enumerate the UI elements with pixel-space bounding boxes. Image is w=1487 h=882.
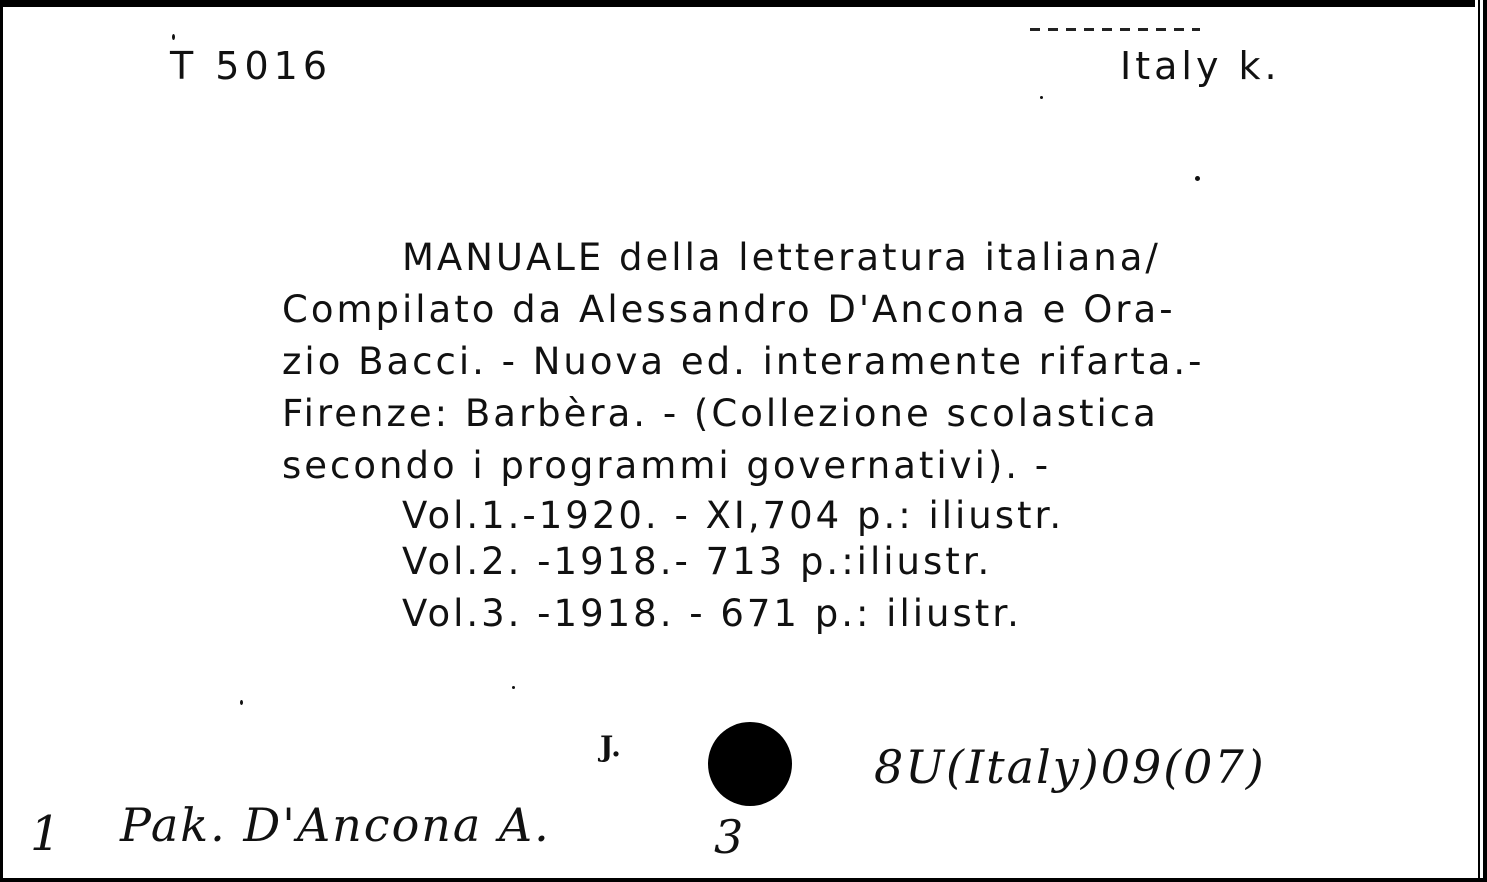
call-number: T 5016 <box>170 44 332 88</box>
pencil-dash-mark <box>1030 28 1200 31</box>
body-line-volume-1: Vol.1.-1920. - XI,704 p.: iliustr. <box>402 494 1065 537</box>
handwritten-classification: 8U(Italy)09(07) <box>874 740 1266 794</box>
handwritten-heading: Pak. D'Ancona A. <box>120 798 551 852</box>
speck <box>240 700 243 705</box>
punch-hole <box>708 722 792 806</box>
speck <box>1195 176 1200 181</box>
body-line-edition: zio Bacci. - Nuova ed. interamente rifarta.- <box>282 340 1205 383</box>
handwritten-count: 1 <box>30 806 61 862</box>
subject-code: Italy k. <box>1120 44 1281 88</box>
body-line-title: MANUALE della letteratura italiana/ <box>402 236 1161 279</box>
body-line-volume-3: Vol.3. -1918. - 671 p.: iliustr. <box>402 592 1022 635</box>
handwritten-volume-number: 3 <box>714 810 744 864</box>
body-line-series: secondo i programmi governativi). - <box>282 444 1052 487</box>
card-right-edge <box>1475 0 1487 882</box>
body-line-volume-2: Vol.2. -1918.- 713 p.:iliustr. <box>402 540 993 583</box>
body-line-publisher: Firenze: Barbèra. - (Collezione scolastica <box>282 392 1159 435</box>
body-line-authors: Compilato da Alessandro D'Ancona e Ora- <box>282 288 1176 331</box>
handwritten-mark-j: J. <box>600 730 621 763</box>
card-top-edge <box>0 0 1487 7</box>
speck <box>512 686 515 689</box>
speck <box>1040 96 1043 99</box>
speck <box>172 34 175 40</box>
card-bottom-edge <box>0 878 1487 882</box>
card-left-edge <box>0 0 3 882</box>
